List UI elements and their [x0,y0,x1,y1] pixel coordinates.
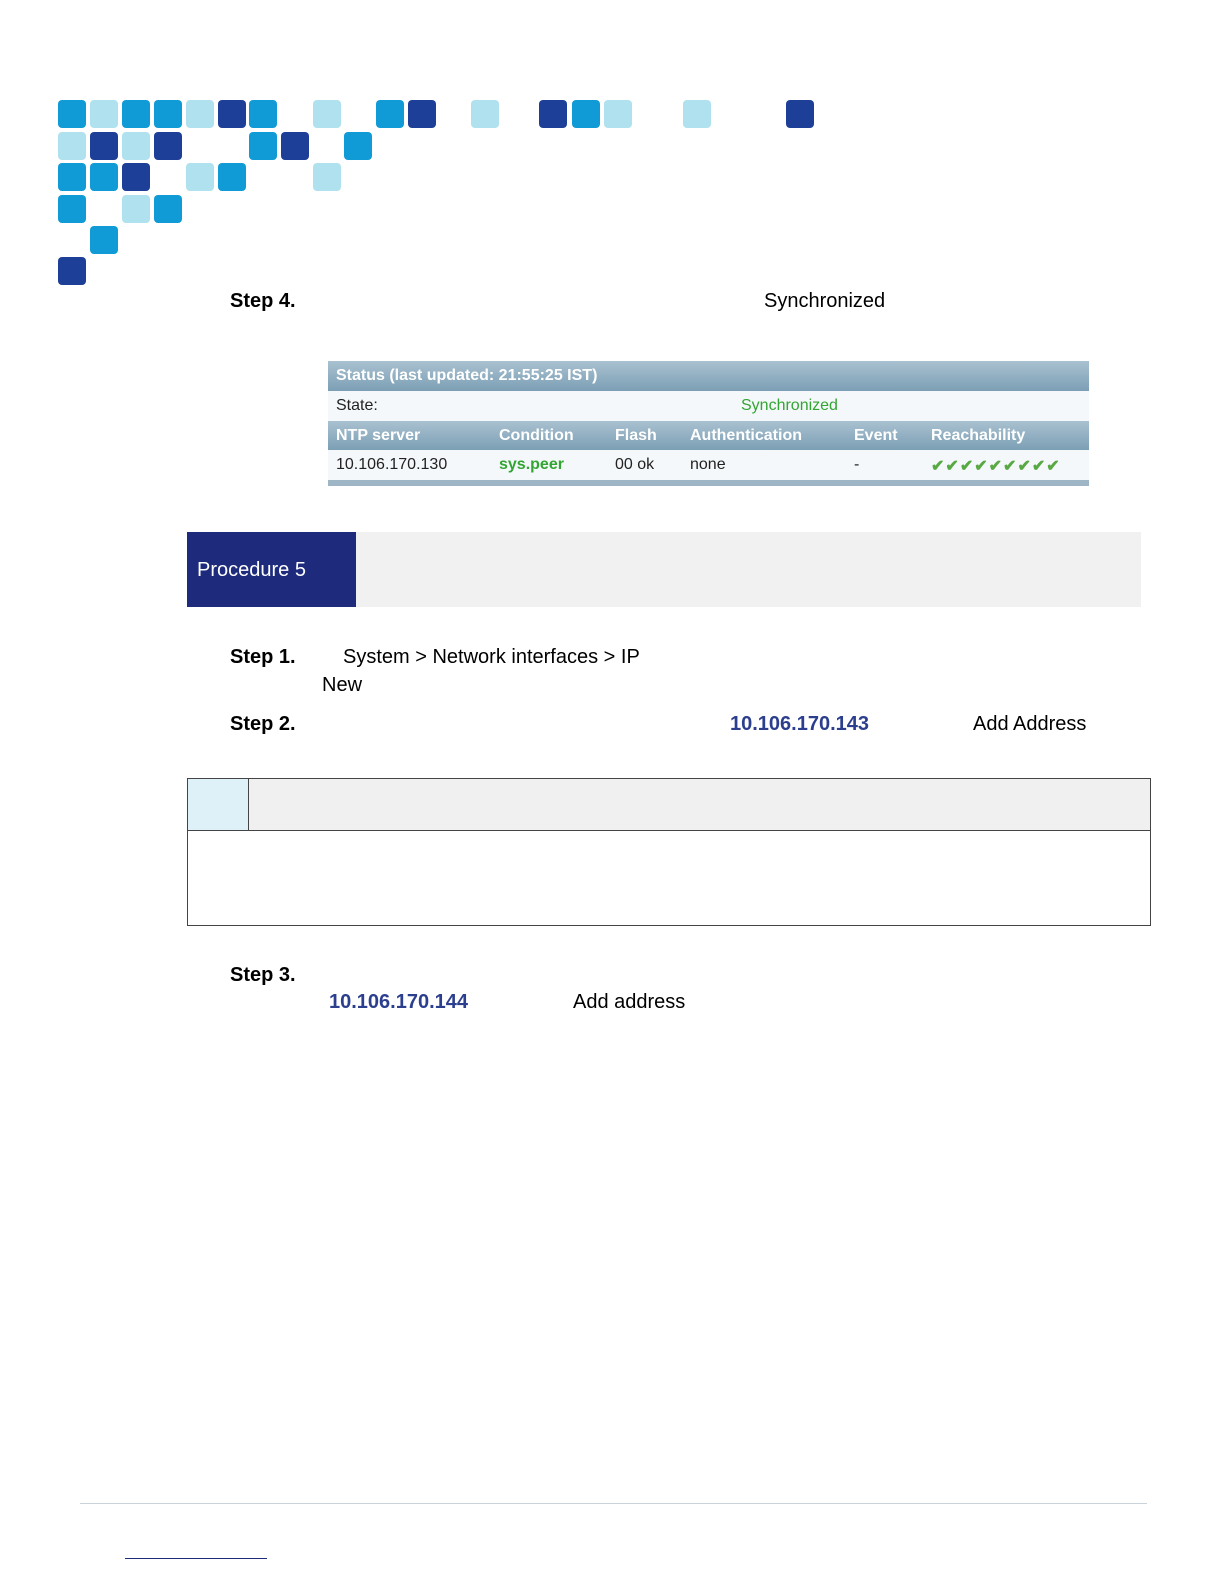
authentication-cell: none [690,456,726,473]
logo-tile [572,100,600,128]
footer-divider [80,1503,1147,1504]
logo-tile [281,132,309,160]
logo-tile [58,132,86,160]
logo-tile [471,100,499,128]
logo-tile [122,195,150,223]
logo-tile [218,163,246,191]
state-label: State: [336,397,378,414]
logo-tile [90,163,118,191]
logo-tile [249,100,277,128]
step-1-new-text: New [322,674,363,696]
ntp-table-header [328,421,1089,450]
logo-tile [58,100,86,128]
logo-tile [58,195,86,223]
logo-tile [376,100,404,128]
ntp-server-cell: 10.106.170.130 [336,456,448,473]
logo-tile [122,100,150,128]
logo-tile [154,132,182,160]
reachability-checkmarks-icon: ✔✔✔✔✔✔✔✔✔ [931,458,1061,475]
footer-link-underline [125,1558,267,1559]
step-1-label: Step 1. [230,646,296,668]
step-3-add-address-text: Add address [573,991,686,1013]
logo-tile [249,132,277,160]
step-4-synchronized-text: Synchronized [764,290,886,312]
logo-tile [90,100,118,128]
column-header-authentication: Authentication [690,427,802,444]
logo-tile [90,132,118,160]
logo-tile [154,100,182,128]
logo-tile [344,132,372,160]
procedure-tab [187,532,356,607]
column-header-ntp-server: NTP server [336,427,421,444]
note-icon [188,779,249,830]
logo-tile [186,163,214,191]
logo-tile [786,100,814,128]
logo-tile [122,163,150,191]
ntp-status-panel [328,361,1089,486]
table-row [328,450,1089,480]
procedure-label: Procedure 5 [197,559,306,581]
status-title: Status (last updated: 21:55:25 IST) [336,367,598,384]
step-2-label: Step 2. [230,713,296,735]
logo-tile [58,257,86,285]
event-cell: - [854,456,860,473]
column-header-condition: Condition [499,427,574,444]
column-header-flash: Flash [615,427,657,444]
status-header [328,361,1089,391]
step-2-ip-address: 10.106.170.143 [730,713,870,735]
logo-tile [313,163,341,191]
logo-tile [58,163,86,191]
note-header [188,779,1150,831]
logo-tile [186,100,214,128]
logo-tile [218,100,246,128]
panel-bottom-bar [328,480,1089,486]
flash-cell: 00 ok [615,456,655,473]
condition-cell: sys.peer [499,456,564,473]
logo-tile [154,195,182,223]
step-3-ip-address: 10.106.170.144 [329,991,469,1013]
column-header-event: Event [854,427,898,444]
step-2-add-address-text: Add Address [973,713,1087,735]
logo-tile [90,226,118,254]
note-box [187,778,1151,926]
logo-tile [122,132,150,160]
logo-tile [604,100,632,128]
logo-tile [313,100,341,128]
column-header-reachability: Reachability [931,427,1026,444]
logo-tile [539,100,567,128]
step-3-label: Step 3. [230,964,296,986]
state-row [328,391,1089,421]
step-4-label: Step 4. [230,290,296,312]
step-1-menu-path: System > Network interfaces > IP [343,646,640,668]
logo-tile [683,100,711,128]
state-value: Synchronized [741,397,838,414]
logo-tile [408,100,436,128]
